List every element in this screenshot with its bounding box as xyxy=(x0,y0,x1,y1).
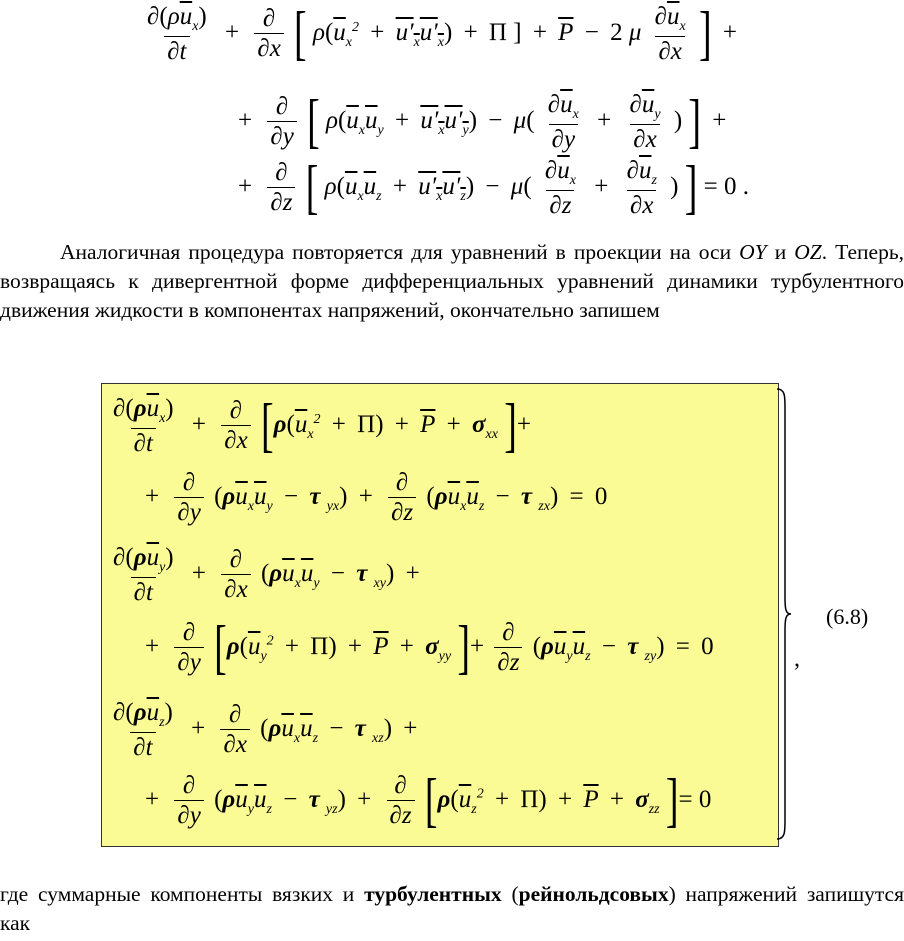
equation-top-line-2: + $\frac{\partial}{\partial y}$ [ $\rho(\overline{u}_x\overline{u}_y + u'_xu'_y) - \mu$( $\frac{\partial\overline{u}_x}{\partial y}$ + $\frac{\partial\overline{u}_y}{\partial x}$ ) ] + xyxy=(238,88,727,157)
system-eq2-line-1: $\frac{\partial(\rho\overline{u}_y)}{\partial t}$ + $\frac{\partial}{\partial x}$ ($\rho\overline{u}_x\overline{u}_y - \tau$ $_{xy}$) + xyxy=(113,544,420,606)
equation-number: (6.8) xyxy=(826,604,869,629)
paragraph-intro: Аналогичная процедура повторяется для уравнений в проекции на оси OY и OZ. Теперь, возвращаясь к дивергентной форме дифференциальных уравнений динамики турбулентного движения жидкости в компонентах напряжений, окончательно запишем xyxy=(0,240,904,322)
right-brace xyxy=(776,388,792,840)
system-eq2-line-2: + $\frac{\partial}{\partial y}$ [$\rho(\overline{u}_y^2 + \Pi) + \overline{P} + \sigma_{yy}$ ]+ $\frac{\partial}{\partial z}$ ($\rho\overline{u}_y\overline{u}_z - \tau$ $_{zy}$) = 0 xyxy=(145,614,714,682)
system-trailing-comma: , xyxy=(794,646,800,672)
axis-oz: OZ xyxy=(794,240,822,264)
equation-top-line-3: + $\frac{\partial}{\partial z}$ [ $\rho(\overline{u}_x\overline{u}_z + u'_xu'_z) - \mu$( $\frac{\partial\overline{u}_x}{\partial z}$ + $\frac{\partial\overline{u}_z}{\partial x}$ ) ] = 0 . xyxy=(238,154,749,223)
bold-reynolds: рейнольдсовых xyxy=(518,882,669,906)
system-eq3-line-1: $\frac{\partial(\rho\overline{u}_z)}{\partial t}$ + $\frac{\partial}{\partial x}$ ($\rho\overline{u}_x\overline{u}_z - \tau$ $_{xz}$) + xyxy=(113,699,418,761)
system-eq3-line-2: + $\frac{\partial}{\partial y}$ ($\rho\overline{u}_y\overline{u}_z - \tau$ $_{yz}$) + $\frac{\partial}{\partial z}$ [$\rho(\overline{u}_z^2 + \Pi) + \overline{P} + \sigma_{zz}$ ]= 0 xyxy=(145,767,712,835)
system-eq1-line-2: + $\frac{\partial}{\partial y}$ ($\rho\overline{u}_x\overline{u}_y - \tau$ $_{yx}$) + $\frac{\partial}{\partial z}$ ($\rho\overline{u}_x\overline{u}_z - \tau$ $_{zx}$) = 0 xyxy=(145,469,608,527)
system-eq1-line-1: $\frac{\partial(\rho\overline{u}_x)}{\partial t}$ + $\frac{\partial}{\partial x}$ [$\rho(\overline{u}_x^2 + \Pi) + \overline{P} + \sigma_{xx}$ ]+ xyxy=(113,392,531,461)
bold-turbulent: турбулентных xyxy=(364,882,502,906)
paragraph-stress: где суммарные компоненты вязких и турбулентных (рейнольдсовых) напряжений запишутся как xyxy=(0,882,904,935)
axis-oy: OY xyxy=(739,240,767,264)
equation-top-line-1: $\frac{\partial(\rho\overline{u}_x)}{\partial t}$ + $\frac{\partial}{\partial x}$ [ $\rho(\overline{u}_x^2 + u'_xu'_x) + \Pi$ ] + $\overline{P} - 2$ μ $\frac{\partial\overline{u}_x}{\partial x}$ ] + xyxy=(147,0,737,69)
